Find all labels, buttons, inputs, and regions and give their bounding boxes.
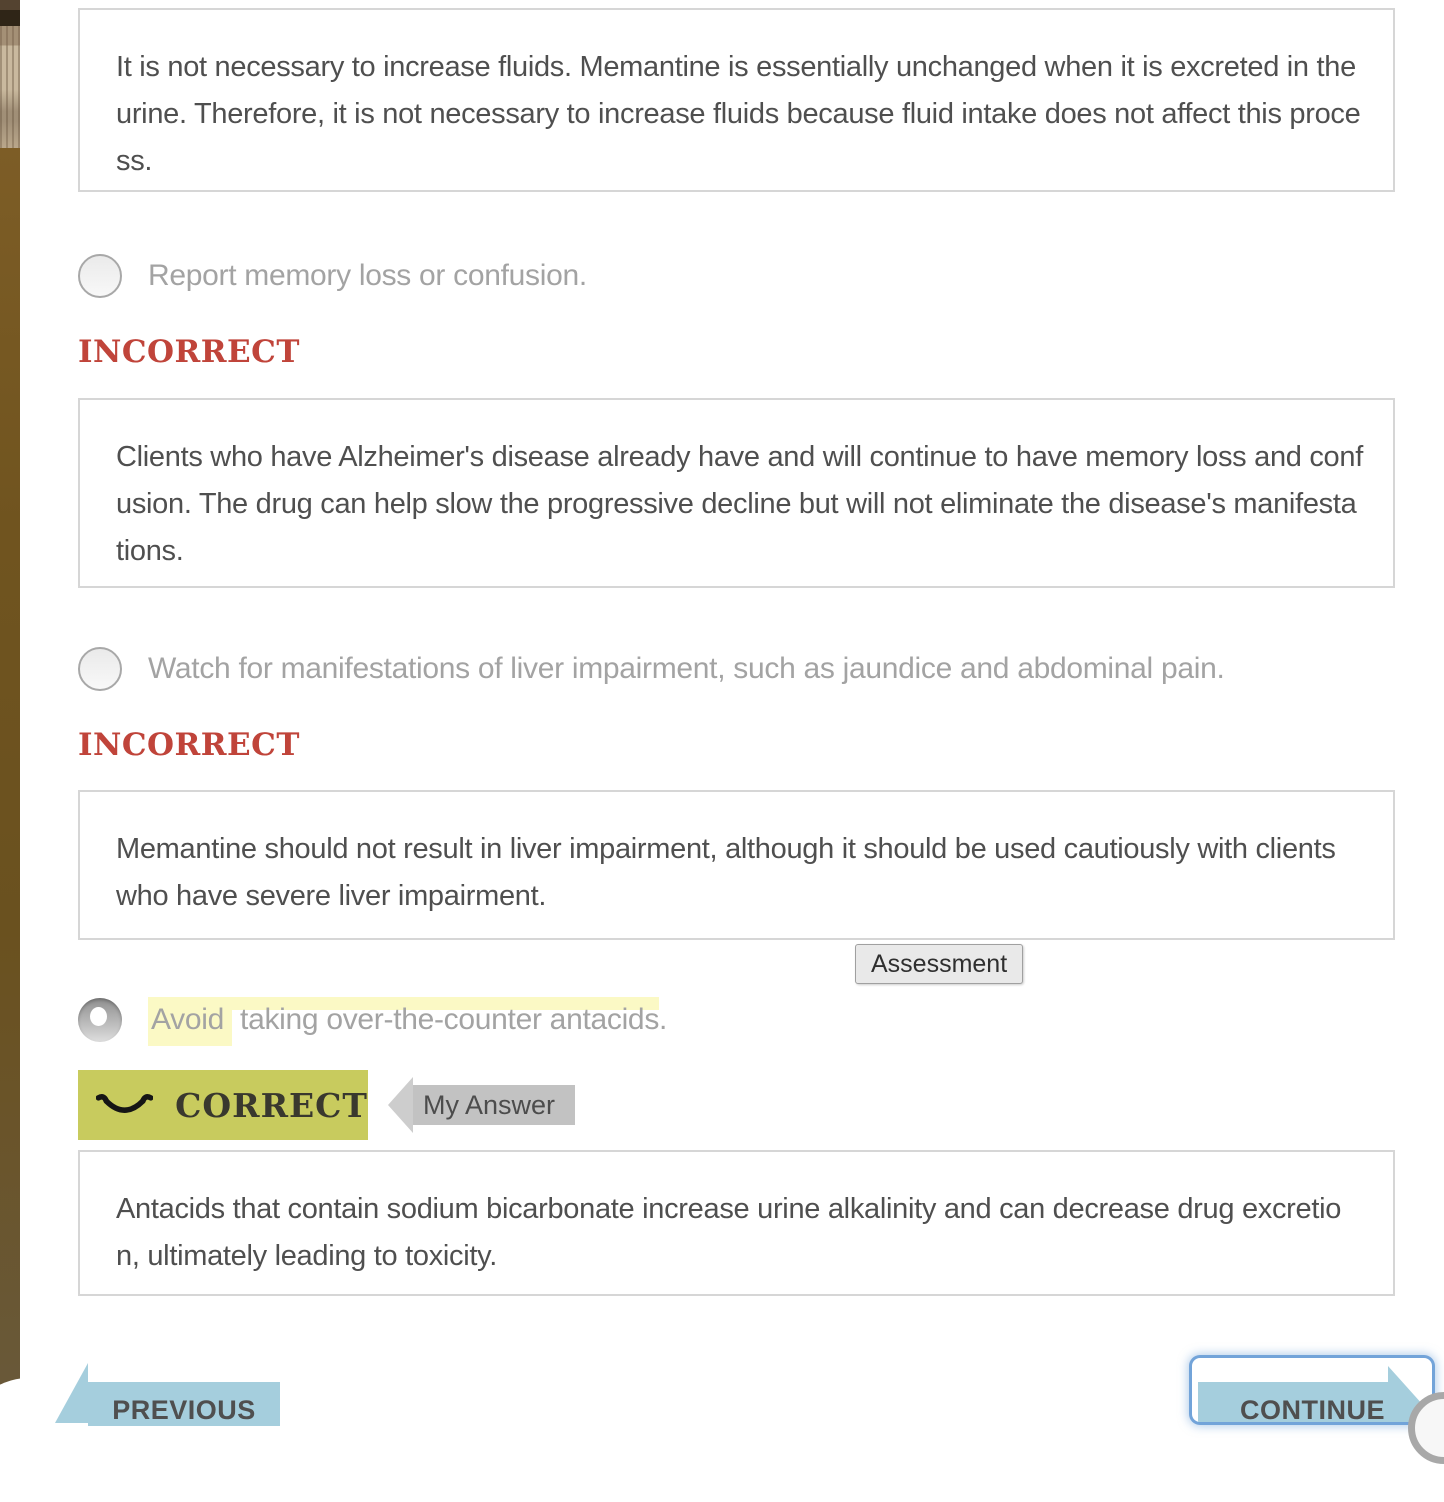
radio-button[interactable] (78, 254, 122, 298)
answer-option[interactable] (78, 998, 667, 1042)
correct-badge (78, 1070, 368, 1140)
explanation-box (78, 398, 1395, 588)
continue-button[interactable] (1192, 1358, 1432, 1422)
radio-dot-icon (90, 1007, 107, 1026)
answer-option[interactable] (78, 647, 1225, 691)
smile-icon (96, 1088, 153, 1122)
sidebar-photo-building (0, 26, 20, 148)
explanation-text: Antacids that contain sodium bicarbonate increase urine alkalinity and can decrease drug excretion, ultimately leading to toxicity. (116, 1193, 1342, 1272)
my-answer-label: My Answer (413, 1085, 575, 1125)
answer-option-label-rest: taking over-the-counter antacids. (232, 1003, 668, 1036)
assessment-tooltip: Assessment (855, 944, 1023, 984)
verdict-incorrect-label: INCORRECT (78, 334, 300, 370)
answer-option-label (148, 1003, 667, 1037)
previous-button[interactable] (88, 1382, 280, 1426)
sidebar-photo-band (0, 10, 20, 26)
radio-button-selected[interactable] (78, 998, 122, 1042)
my-answer-flag (388, 1077, 575, 1133)
sidebar-photo-brown (0, 148, 20, 1412)
continue-button-label: CONTINUE (1240, 1395, 1385, 1422)
sidebar-photo (0, 0, 20, 1412)
verdict-correct-label: CORRECT (175, 1085, 368, 1125)
answer-option-label: Watch for manifestations of liver impairment, such as jaundice and abdominal pain. (148, 652, 1225, 685)
explanation-text: Memantine should not result in liver impairment, although it should be used cautiously with clients who have severe liver impairment. (116, 833, 1336, 912)
highlighted-word: Avoid (148, 997, 232, 1046)
arrow-left-icon (388, 1077, 413, 1133)
explanation-box (78, 8, 1395, 192)
explanation-text: It is not necessary to increase fluids. Memantine is essentially unchanged when it is excreted in the urine. Therefore, it is not necessary to increase fluids because fluid intake does not affect this process. (116, 51, 1361, 177)
explanation-box (78, 790, 1395, 940)
explanation-text: Clients who have Alzheimer's disease already have and will continue to have memory loss and confusion. The drug can help slow the progressive decline but will not eliminate the disease's manifestations. (116, 441, 1363, 567)
explanation-box (78, 1150, 1395, 1296)
radio-button[interactable] (78, 647, 122, 691)
sidebar-photo-top (0, 0, 20, 10)
verdict-incorrect-label: INCORRECT (78, 727, 300, 763)
previous-button-label: PREVIOUS (112, 1395, 256, 1425)
answer-option-label: Report memory loss or confusion. (148, 259, 587, 292)
answer-option[interactable] (78, 254, 587, 298)
